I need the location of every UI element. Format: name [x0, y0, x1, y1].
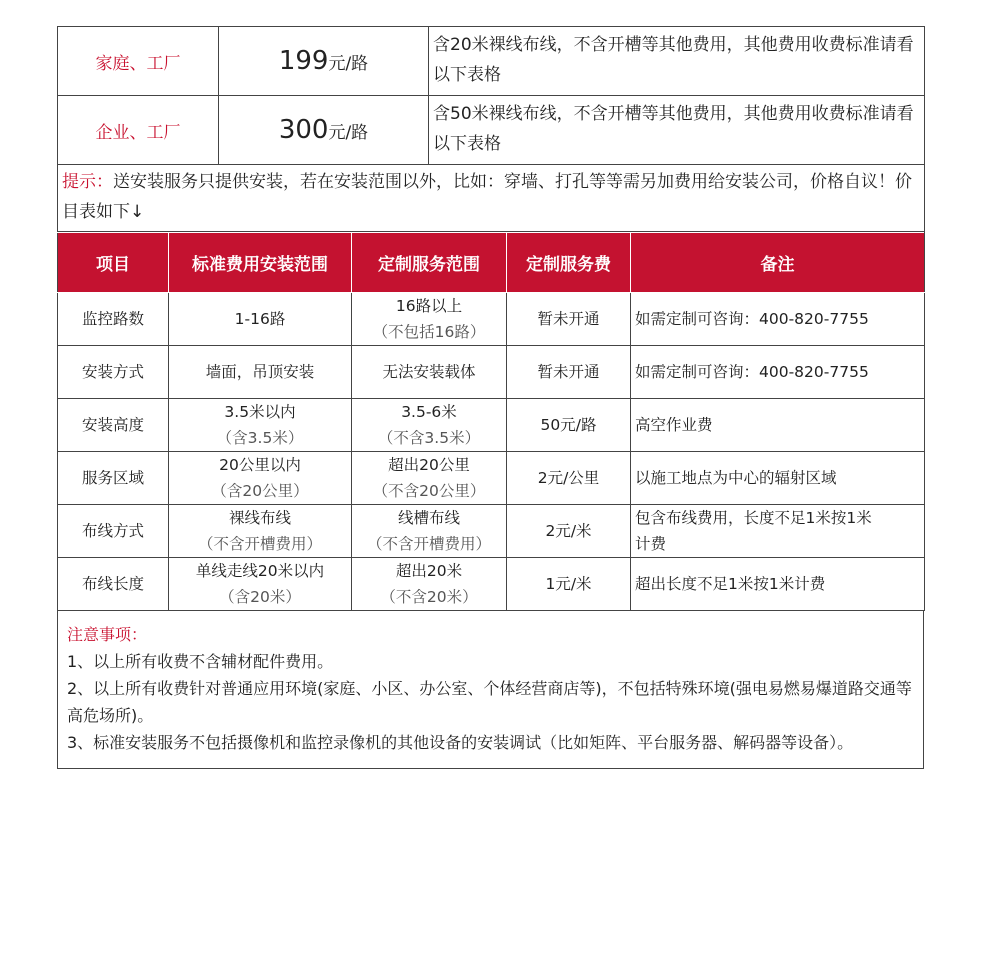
price-list: [57, 26, 924, 769]
pricing-description: 含20米裸线布线，不含开槽等其他费用，其他费用收费标准请看以下表格: [429, 27, 925, 96]
pricing-description: 含50米裸线布线，不含开槽等其他费用，其他费用收费标准请看以下表格: [429, 96, 925, 165]
cell-fee: 2元/公里: [507, 452, 631, 505]
cell-item: 安装高度: [58, 399, 169, 452]
cell-standard: 1-16路: [169, 293, 352, 346]
table-row: [58, 558, 925, 611]
notes-title: 注意事项：: [67, 625, 148, 644]
table-row: [58, 505, 925, 558]
table-row: [58, 452, 925, 505]
table-row: [58, 293, 925, 346]
fee-detail-table: [57, 232, 925, 611]
cell-note: 以施工地点为中心的辐射区域: [631, 452, 925, 505]
tip-row: [58, 165, 925, 232]
cell-note: 如需定制可咨询：400-820-7755: [631, 293, 925, 346]
note-item: 3、标准安装服务不包括摄像机和监控录像机的其他设备的安装调试（比如矩阵、平台服务器、解码器等设备）。: [67, 733, 854, 752]
cell-standard: 裸线布线 （不含开槽费用）: [169, 505, 352, 558]
tip-text: 提示：送安装服务只提供安装，若在安装范围以外，比如：穿墙、打孔等等需另加费用给安装公司，价格自议！价目表如下↓: [58, 165, 925, 232]
tip-label: 提示：: [62, 172, 113, 192]
cell-fee: 暂未开通: [507, 346, 631, 399]
cell-item: 监控路数: [58, 293, 169, 346]
note-item: 2、以上所有收费针对普通应用环境(家庭、小区、办公室、个体经营商店等)，不包括特殊环境(强电易燃易爆道路交通等高危场所)。: [67, 679, 912, 725]
cell-fee: 1元/米: [507, 558, 631, 611]
table-header-row: [58, 233, 925, 293]
pricing-category: 家庭、工厂: [58, 27, 219, 96]
cell-item: 服务区域: [58, 452, 169, 505]
cell-note: 如需定制可咨询：400-820-7755: [631, 346, 925, 399]
cell-fee: 暂未开通: [507, 293, 631, 346]
cell-custom: 无法安装载体: [352, 346, 507, 399]
header-item: 项目: [58, 233, 169, 293]
cell-custom: 16路以上 （不包括16路）: [352, 293, 507, 346]
notes-section: [57, 611, 924, 769]
cell-standard: 墙面，吊顶安装: [169, 346, 352, 399]
cell-note: 包含布线费用，长度不足1米按1米计费: [631, 505, 925, 558]
cell-standard: 单线走线20米以内 （含20米）: [169, 558, 352, 611]
note-item: 1、以上所有收费不含辅材配件费用。: [67, 652, 334, 671]
header-fee: 定制服务费: [507, 233, 631, 293]
cell-standard: 3.5米以内 （含3.5米）: [169, 399, 352, 452]
pricing-table: [57, 26, 925, 232]
header-note: 备注: [631, 233, 925, 293]
pricing-price: 199元/路: [219, 27, 429, 96]
cell-custom: 超出20米 （不含20米）: [352, 558, 507, 611]
table-row: [58, 399, 925, 452]
cell-custom: 超出20公里 （不含20公里）: [352, 452, 507, 505]
table-row: [58, 346, 925, 399]
cell-custom: 线槽布线 （不含开槽费用）: [352, 505, 507, 558]
pricing-price: 300元/路: [219, 96, 429, 165]
cell-fee: 2元/米: [507, 505, 631, 558]
cell-custom: 3.5-6米 （不含3.5米）: [352, 399, 507, 452]
cell-note: 超出长度不足1米按1米计费: [631, 558, 925, 611]
pricing-row: [58, 27, 925, 96]
cell-item: 安装方式: [58, 346, 169, 399]
cell-fee: 50元/路: [507, 399, 631, 452]
header-standard: 标准费用安装范围: [169, 233, 352, 293]
header-custom: 定制服务范围: [352, 233, 507, 293]
cell-note: 高空作业费: [631, 399, 925, 452]
pricing-category: 企业、工厂: [58, 96, 219, 165]
cell-item: 布线方式: [58, 505, 169, 558]
pricing-row: [58, 96, 925, 165]
cell-standard: 20公里以内 （含20公里）: [169, 452, 352, 505]
cell-item: 布线长度: [58, 558, 169, 611]
